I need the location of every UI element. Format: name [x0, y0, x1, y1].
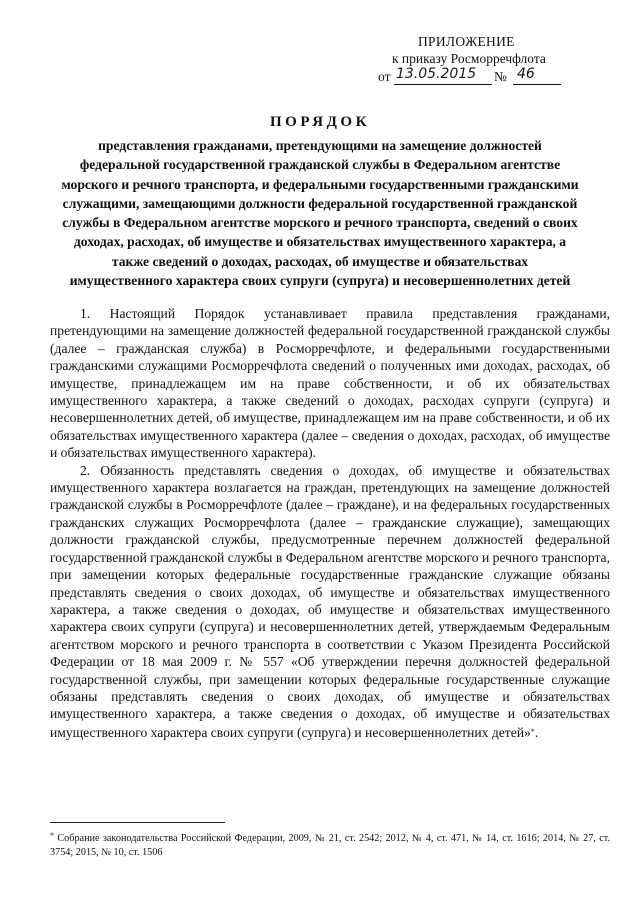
document-subtitle: представления гражданами, претендующими на замещение должностей федеральной государственной гражданской службы в Федеральном агентстве морского и речного транспорта, и федеральными государственными гражданскими служащими, замещающими должности федеральной государственной гражданской службы в Федеральном агентстве морского и речного транспорта, сведений о своих доходах, расходах, об имуществе и обязательствах имущественного характера, а также сведений о доходах, расходах, об имуществе и обязательствах имущественного характера своих супруги (супруга) и несовершеннолетних детей [61, 138, 579, 289]
footnote [50, 829, 610, 859]
handwritten-order-number: 46 [513, 66, 561, 85]
appendix-title: ПРИЛОЖЕНИЕ [418, 34, 515, 49]
appendix-date-row [378, 67, 608, 86]
document-body [50, 305, 610, 741]
appendix-order-ref: к приказу Росморречфлота [392, 51, 546, 66]
footnote-mark: * [50, 831, 54, 840]
footnote-reference: * [530, 726, 535, 736]
paragraph-1: 1. Настоящий Порядок устанавливает правила представления гражданами, претендующими на замещение должностей федеральной государственной гражданской службы (далее – гражданская служба) в Росморречфлоте, и федеральными государственными гражданскими служащими Росморречфлота сведений о полученных ими доходах, расходах, об имуществе, принадлежащем им на праве собственности, и об их обязательствах имущественного характера, а также сведений о доходах, расходах супруги (супруга) и несовершеннолетних детей, об имуществе, принадлежащем им на праве собственности, и об их обязательствах имущественного характера (далее – сведения о доходах, расходах, об имуществе и обязательствах имущественного характера). [50, 306, 610, 461]
date-prefix: от [378, 69, 391, 84]
appendix-block [378, 33, 608, 86]
number-prefix: № [494, 69, 507, 84]
paragraph-2 [50, 462, 610, 742]
document-title: ПОРЯДОК [270, 114, 370, 130]
footnote-divider [50, 822, 225, 823]
paragraph-2-end: . [534, 724, 539, 740]
footnote-text: Собрание законодательства Российской Федерации, 2009, № 21, ст. 2542; 2012, № 4, ст. 471, № 14, ст. 1616; 2014, № 27, ст. 3754; 2015, № 10, ст. 1506 [50, 833, 611, 858]
handwritten-date: 13.05.2015 [394, 66, 492, 85]
paragraph-2-text: 2. Обязанность представлять сведения о доходах, об имуществе и обязательствах имущественного характера возлагается на граждан, претендующих на замещение должностей гражданской службы в Росморречфлоте (далее – граждане), и на федеральных государственных гражданских служащих Росморречфлота (далее – гражданские служащие), замещающих должности гражданской службы, предусмотренные перечнем должностей федеральной государственной гражданской службы в Федеральном агентстве морского и речного транспорта, при замещении которых федеральные государственные гражданские служащие обязаны представлять сведения о своих доходах, об имуществе и обязательствах имущественного характера, а также сведения о доходах, об имуществе и обязательствах имущественного характера своих супруги (супруга) и несовершеннолетних детей, утверждаемым Федеральным агентством морского и речного транспорта в соответствии с Указом Президента Российской Федерации от 18 мая 2009 г. № 557 «Об утверждении перечня должностей федеральной государственной службы, при замещении которых федеральные государственные служащие обязаны представлять сведения о своих доходах, об имуществе и обязательствах имущественного характера, а также сведения о доходах, об имуществе и обязательствах имущественного характера своих супруги (супруга) и несовершеннолетних детей» [50, 462, 610, 740]
